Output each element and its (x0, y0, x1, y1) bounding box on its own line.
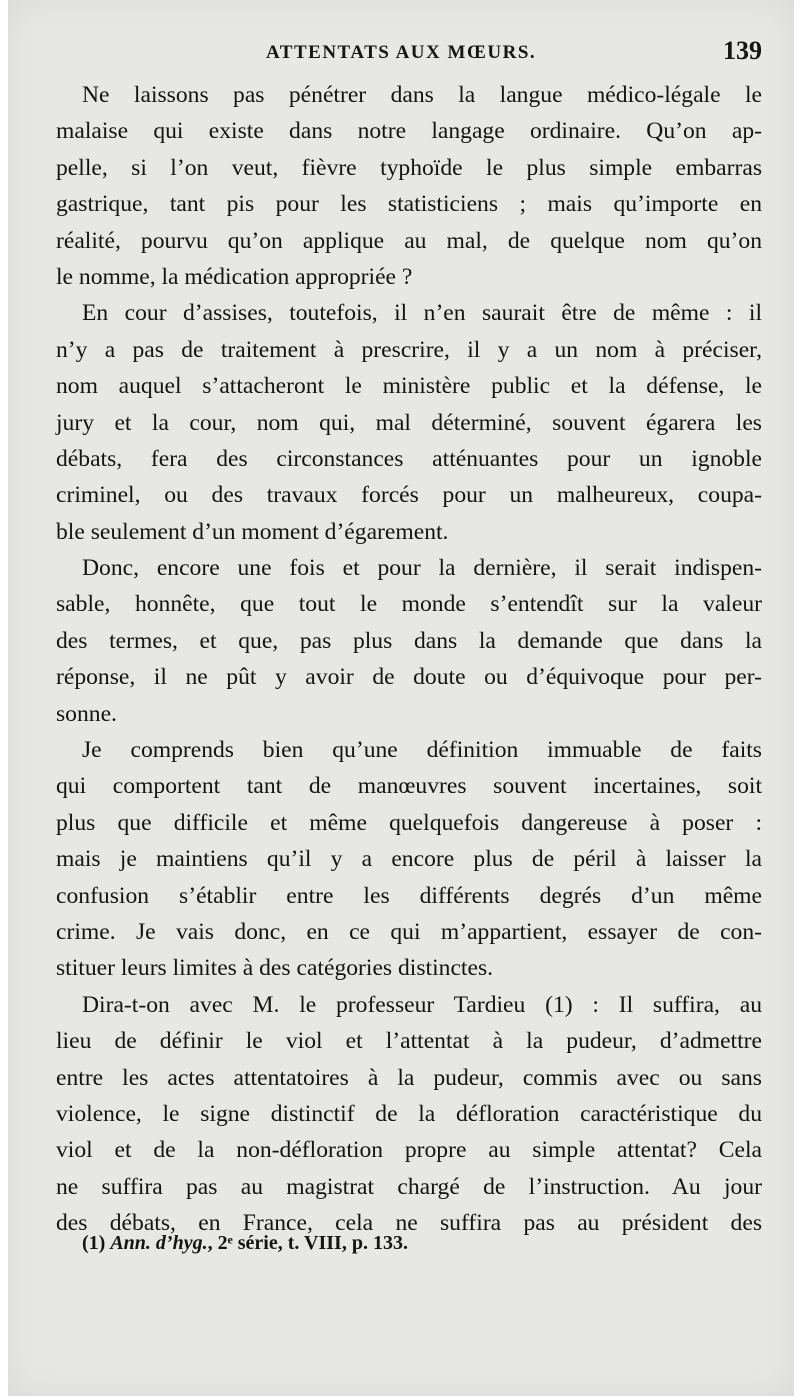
text-line: violence, le signe distinctif de la défloration caractéristique du (56, 1100, 762, 1127)
text-line: Donc, encore une fois et pour la dernière, il serait indispen- (82, 555, 762, 582)
text-line: plus que difficile et même quelquefois dangereuse à poser : (56, 809, 762, 836)
text-line: réalité, pourvu qu’on applique au mal, de quelque nom qu’on (56, 227, 762, 254)
text-line: nom auquel s’attacheront le ministère public et la défense, le (56, 373, 762, 400)
page-header (56, 36, 762, 70)
text-line: lieu de définir le viol et l’attentat à la pudeur, d’admettre (56, 1028, 762, 1055)
text-line: des débats, en France, cela ne suffira pas au président des (56, 1210, 762, 1237)
footnote-marker: (1) (82, 1232, 106, 1254)
footnote (82, 1232, 408, 1255)
text-line: confusion s’établir entre les différents degrés d’un même (56, 882, 762, 909)
text-line: jury et la cour, nom qui, mal déterminé, souvent égarera les (56, 409, 762, 436)
text-line: sable, honnête, que tout le monde s’entendît sur la valeur (56, 591, 762, 618)
text-line: Dira-t-on avec M. le professeur Tardieu (1) : Il suffira, au (82, 991, 762, 1018)
book-page (8, 0, 794, 1396)
text-line: criminel, ou des travaux forcés pour un malheureux, coupa- (56, 482, 762, 509)
text-line: stituer leurs limites à des catégories distinctes. (56, 955, 494, 982)
text-line: malaise qui existe dans notre langage ordinaire. Qu’on ap- (56, 118, 762, 145)
text-line: Je comprends bien qu’une définition immuable de faits (82, 737, 762, 764)
text-line: des termes, et que, pas plus dans la demande que dans la (56, 627, 762, 654)
page-number: 139 (723, 36, 762, 65)
text-line: En cour d’assises, toutefois, il n’en saurait être de même : il (82, 300, 762, 327)
text-line: débats, fera des circonstances atténuantes pour un ignoble (56, 445, 762, 472)
text-line: entre les actes attentatoires à la pudeur, commis avec ou sans (56, 1064, 762, 1091)
text-line: ble seulement d’un moment d’égarement. (56, 518, 449, 545)
text-line: le nomme, la médication appropriée ? (56, 263, 413, 290)
footnote-citation: , 2ᵉ série, t. VIII, p. 133. (207, 1232, 408, 1254)
text-line: réponse, il ne pût y avoir de doute ou d’équivoque pour per- (56, 664, 762, 691)
running-head: ATTENTATS AUX MŒURS. (266, 42, 537, 63)
text-line: mais je maintiens qu’il y a encore plus de péril à laisser la (56, 846, 762, 873)
text-line: viol et de la non-défloration propre au simple attentat? Cela (56, 1137, 762, 1164)
footnote-publication: Ann. d’hyg. (110, 1232, 208, 1254)
text-line: n’y a pas de traitement à prescrire, il y a un nom à préciser, (56, 336, 762, 363)
text-line: ne suffira pas au magistrat chargé de l’instruction. Au jour (56, 1173, 762, 1200)
text-line: sonne. (56, 700, 117, 727)
text-line: Ne laissons pas pénétrer dans la langue médico-légale le (82, 82, 762, 108)
text-line: pelle, si l’on veut, fièvre typhoïde le plus simple embarras (56, 154, 762, 181)
text-line: crime. Je vais donc, en ce qui m’appartient, essayer de con- (56, 918, 762, 945)
body-text (56, 77, 762, 1242)
text-line: qui comportent tant de manœuvres souvent incertaines, soit (56, 773, 762, 800)
text-line: gastrique, tant pis pour les statisticiens ; mais qu’importe en (56, 191, 762, 218)
